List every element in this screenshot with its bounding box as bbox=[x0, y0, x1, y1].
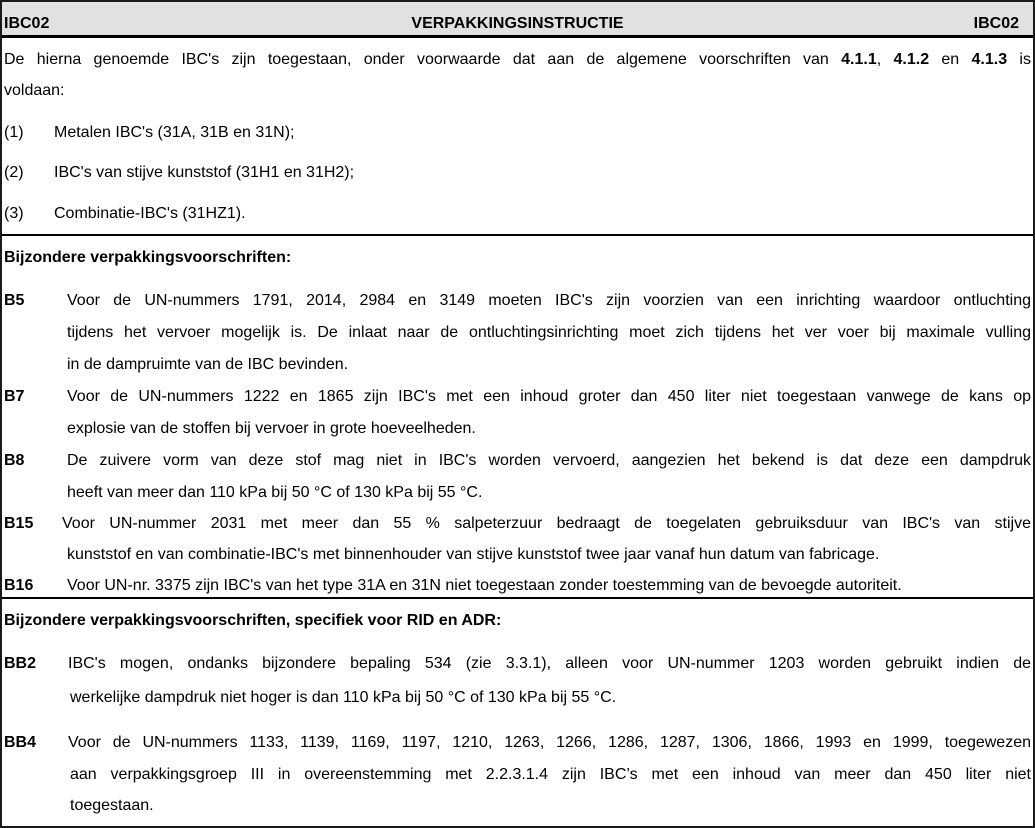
allowed-text: Metalen IBC's (31A, 31B en 31N); bbox=[54, 124, 295, 141]
section-divider bbox=[2, 234, 1033, 236]
rid-adr-heading: Bijzondere verpakkingsvoorschriften, specifiek voor RID en ADR: bbox=[4, 612, 502, 629]
intro-text: De hierna genoemde IBC's zijn toegestaan, onder voorwaarde dat aan de algemene voorschriften van bbox=[4, 51, 829, 68]
allowed-text: Combinatie-IBC's (31HZ1). bbox=[54, 205, 246, 222]
special-heading: Bijzondere verpakkingsvoorschriften: bbox=[4, 249, 292, 266]
intro-line-2: voldaan: bbox=[4, 82, 65, 99]
header-code-right: IBC02 bbox=[973, 15, 1019, 32]
provision-line: Voor UN-nr. 3375 zijn IBC's van het type 31A en 31N niet toegestaan zonder toestemming van de bevoegde autoriteit. bbox=[67, 577, 902, 594]
provision-line: IBC's mogen, ondanks bijzondere bepaling 534 (zie 3.3.1), alleen voor UN-nummer 1203 worden gebruikt indien de bbox=[68, 655, 1031, 672]
provision-line: Voor de UN-nummers 1791, 2014, 2984 en 3149 moeten IBC's zijn voorzien van een inrichting waardoor ontluchting bbox=[67, 292, 1031, 309]
provision-line: Voor UN-nummer 2031 met meer dan 55 % salpeterzuur bedraagt de toegelaten gebruiksduur van IBC's van stijve bbox=[62, 515, 1031, 532]
allowed-num: (3) bbox=[4, 205, 24, 222]
provision-line: kunststof en van combinatie-IBC's met binnenhouder van stijve kunststof twee jaar vanaf hun datum van fabricage. bbox=[67, 546, 880, 563]
ref-4-1-3: 4.1.3 bbox=[971, 51, 1008, 68]
header-code-left: IBC02 bbox=[4, 15, 50, 32]
provision-code: B16 bbox=[4, 577, 34, 594]
provision-code: B15 bbox=[4, 515, 34, 532]
intro-and: en bbox=[941, 51, 960, 68]
header-title: VERPAKKINGSINSTRUCTIE bbox=[411, 15, 624, 32]
provision-line: De zuivere vorm van deze stof mag niet in IBC's worden vervoerd, aangezien het bekend is dat deze een dampdruk bbox=[67, 452, 1031, 469]
provision-line: toegestaan. bbox=[70, 797, 154, 814]
provision-line: in de dampruimte van de IBC bevinden. bbox=[67, 356, 349, 373]
provision-line: werkelijke dampdruk niet hoger is dan 110 kPa bij 50 °C of 130 kPa bij 55 °C. bbox=[70, 689, 617, 706]
provision-code: BB4 bbox=[4, 734, 37, 751]
provision-code: B7 bbox=[4, 388, 25, 405]
header-band bbox=[2, 2, 1033, 38]
provision-line: tijdens het vervoer mogelijk is. De inlaat naar de ontluchtingsinrichting moet zich tijdens het ver voer bij maximale vulling bbox=[67, 324, 1031, 341]
allowed-num: (2) bbox=[4, 164, 24, 181]
provision-line: heeft van meer dan 110 kPa bij 50 °C of 130 kPa bij 55 °C. bbox=[67, 484, 483, 501]
ref-4-1-1: 4.1.1 bbox=[841, 51, 877, 68]
allowed-num: (1) bbox=[4, 124, 24, 141]
provision-line: explosie van de stoffen bij vervoer in grote hoeveelheden. bbox=[67, 420, 476, 437]
provision-line: Voor de UN-nummers 1133, 1139, 1169, 1197, 1210, 1263, 1266, 1286, 1287, 1306, 1866, 1993 en 1999, toegewezen bbox=[68, 734, 1031, 751]
provision-line: Voor de UN-nummers 1222 en 1865 zijn IBC's met een inhoud groter dan 450 liter niet toegestaan vanwege de kans op bbox=[67, 388, 1031, 405]
provision-code: B8 bbox=[4, 452, 25, 469]
intro-is: is bbox=[1019, 51, 1031, 68]
provision-code: B5 bbox=[4, 292, 25, 309]
provision-code: BB2 bbox=[4, 655, 37, 672]
intro-line-1 bbox=[4, 51, 1031, 69]
ref-4-1-2: 4.1.2 bbox=[893, 51, 930, 68]
allowed-text: IBC's van stijve kunststof (31H1 en 31H2); bbox=[54, 164, 355, 181]
section-divider bbox=[2, 597, 1033, 599]
intro-comma: , bbox=[876, 51, 882, 68]
provision-line: aan verpakkingsgroep III in overeenstemming met 2.2.3.1.4 zijn IBC’s met een inhoud van meer dan 450 liter niet bbox=[70, 766, 1031, 783]
